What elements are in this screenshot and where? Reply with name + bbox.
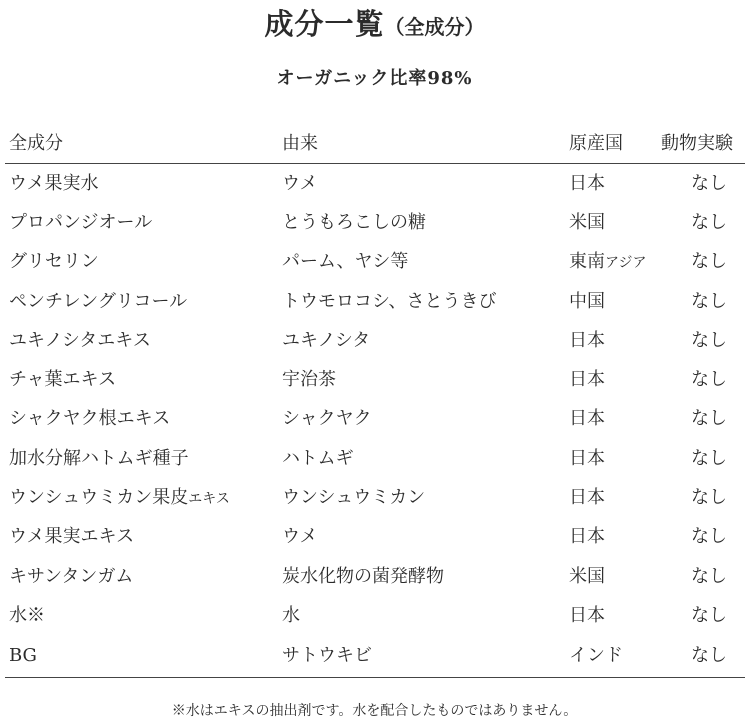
ingredient-origin: ハトムギ: [282, 447, 354, 469]
table-row: [5, 518, 745, 557]
origin-country: [569, 243, 661, 282]
table-header: [5, 125, 745, 164]
table-row: [5, 360, 745, 399]
ingredient-origin: ユキノシタ: [282, 329, 371, 351]
ingredient-origin: シャクヤク: [282, 408, 372, 430]
origin-country: [569, 439, 661, 478]
ingredient-origin: ウメ: [282, 172, 318, 194]
animal-testing: なし: [691, 604, 727, 626]
ingredient-name-text: ウンシュウミカン果皮: [9, 487, 189, 509]
ingredient-name: [5, 360, 282, 399]
ingredient-name: [5, 518, 282, 557]
animal-testing: なし: [691, 172, 727, 194]
animal-testing: なし: [691, 487, 727, 509]
animal-testing: なし: [661, 636, 745, 678]
table-row: [5, 478, 745, 517]
ingredient-name: [5, 203, 282, 242]
ingredient-name: [5, 321, 282, 360]
animal-testing: なし: [691, 251, 727, 273]
origin-country: [569, 518, 661, 557]
origin-country-text: 日本: [569, 447, 605, 469]
animal-testing: なし: [691, 447, 727, 469]
header-origin: 由来: [282, 125, 569, 164]
table-body: [5, 164, 745, 678]
origin-country: [569, 164, 661, 204]
origin-country-text: 東南: [569, 251, 605, 273]
ingredient-name-suffix: エキス: [188, 491, 230, 508]
animal-testing: なし: [691, 565, 727, 587]
origin-country: [569, 400, 661, 439]
ingredient-name-text: ウメ果実エキス: [9, 526, 135, 548]
ingredient-name-text: 加水分解ハトムギ種子: [9, 447, 189, 469]
origin-country-text: 日本: [569, 487, 605, 509]
header-animal-testing: 動物実験: [661, 125, 745, 164]
ingredient-origin: 宇治茶: [282, 369, 336, 391]
ingredient-name-text: グリセリン: [9, 251, 99, 273]
ingredient-name: [5, 400, 282, 439]
ingredient-name: [5, 164, 282, 204]
ingredient-origin: トウモロコシ、さとうきび: [282, 290, 497, 312]
header-ingredient: 全成分: [5, 125, 282, 164]
animal-testing: なし: [691, 369, 727, 391]
origin-country-suffix: アジア: [605, 255, 647, 272]
ingredient-name: [5, 596, 282, 635]
footnote: ※水はエキスの抽出剤です。水を配合したものではありません。: [171, 703, 578, 719]
origin-country-text: 日本: [569, 604, 605, 626]
ingredient-name-text: ユキノシタエキス: [9, 329, 151, 351]
ingredient-name: [5, 282, 282, 321]
header-country: 原産国: [569, 125, 661, 164]
ingredient-name-text: プロパンジオール: [9, 211, 153, 233]
title-sub: （全成分）: [384, 15, 485, 39]
origin-country-text: 中国: [569, 290, 605, 312]
origin-country-text: 米国: [569, 211, 605, 233]
origin-country-text: 日本: [569, 172, 605, 194]
ingredient-name-text: BG: [9, 645, 37, 667]
animal-testing: なし: [691, 329, 727, 351]
title-main: 成分一覧: [264, 7, 385, 41]
origin-country-text: インド: [569, 645, 623, 667]
table-row: [5, 321, 745, 360]
table-row: [5, 557, 745, 596]
table-row: [5, 636, 745, 678]
ingredient-name: [5, 636, 282, 678]
ingredient-origin: パーム、ヤシ等: [282, 251, 409, 273]
table-row: [5, 439, 745, 478]
ingredient-origin: 水: [282, 604, 300, 626]
organic-ratio-subtitle: オーガニック比率98%: [276, 68, 473, 89]
ingredient-name-text: キサンタンガム: [9, 565, 134, 587]
origin-country-text: 日本: [569, 369, 605, 391]
origin-country-text: 日本: [569, 329, 605, 351]
animal-testing: なし: [691, 211, 727, 233]
ingredient-name-text: ウメ果実水: [9, 172, 99, 194]
page-title: [0, 2, 749, 43]
table-row: [5, 203, 745, 242]
table-row: [5, 400, 745, 439]
origin-country: [569, 557, 661, 596]
table-row: [5, 243, 745, 282]
ingredient-origin: ウメ: [282, 526, 318, 548]
table-row: [5, 164, 745, 204]
ingredient-name-text: シャクヤク根エキス: [9, 408, 171, 430]
header-row: [5, 125, 745, 164]
table-row: [5, 596, 745, 635]
animal-testing: なし: [691, 290, 727, 312]
ingredient-name-text: チャ葉エキス: [9, 369, 117, 391]
origin-country: [569, 478, 661, 517]
ingredient-origin: とうもろこしの糖: [282, 211, 426, 233]
ingredient-name: [5, 557, 282, 596]
ingredient-name: [5, 439, 282, 478]
origin-country-text: 日本: [569, 408, 605, 430]
animal-testing: なし: [691, 526, 727, 548]
table-row: [5, 282, 745, 321]
origin-country: [569, 321, 661, 360]
origin-country: [569, 360, 661, 399]
animal-testing: なし: [691, 408, 727, 430]
ingredient-origin: 炭水化物の菌発酵物: [282, 565, 444, 587]
ingredient-name: [5, 478, 282, 517]
origin-country: [569, 203, 661, 242]
ingredient-name: [5, 243, 282, 282]
ingredient-origin: ウンシュウミカン: [282, 487, 426, 509]
origin-country: [569, 636, 661, 678]
origin-country: [569, 282, 661, 321]
ingredients-table: [5, 125, 745, 678]
origin-country-text: 日本: [569, 526, 605, 548]
origin-country-text: 米国: [569, 565, 605, 587]
origin-country: [569, 596, 661, 635]
ingredient-origin: サトウキビ: [282, 636, 569, 678]
ingredient-name-text: ペンチレングリコール: [9, 290, 188, 312]
ingredient-name-text: 水※: [9, 604, 45, 626]
